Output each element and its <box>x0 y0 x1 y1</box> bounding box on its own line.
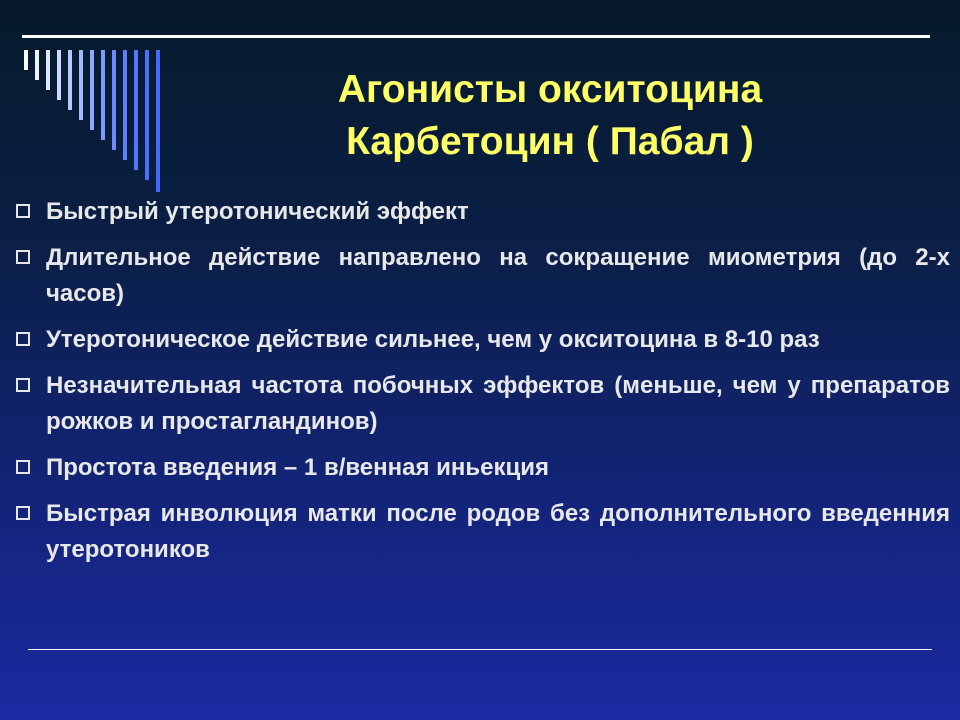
square-bullet-icon <box>16 506 30 520</box>
bottom-divider-line <box>28 649 932 650</box>
square-bullet-icon <box>16 204 30 218</box>
bullet-list <box>12 194 950 578</box>
slide-title <box>170 64 930 168</box>
bullet-item <box>12 450 950 486</box>
bullet-item <box>12 368 950 440</box>
square-bullet-icon <box>16 378 30 392</box>
square-bullet-icon <box>16 332 30 346</box>
bullet-text: Незначительная частота побочных эффектов (меньше, чем у препаратов рожков и простагландинов) <box>46 372 950 435</box>
bullet-item <box>12 194 950 230</box>
title-line-2: Карбетоцин ( Пабал ) <box>346 120 754 163</box>
square-bullet-icon <box>16 250 30 264</box>
bullet-text: Быстрый утеротонический эффект <box>46 198 469 225</box>
decorative-lines-icon <box>22 46 162 196</box>
bullet-item <box>12 322 950 358</box>
title-line-1: Агонисты окситоцина <box>337 68 763 111</box>
bullet-text: Длительное действие направлено на сокращение миометрия (до 2-х часов) <box>46 244 950 307</box>
bullet-item <box>12 496 950 568</box>
square-bullet-icon <box>16 460 30 474</box>
bullet-text: Быстрая инволюция матки после родов без дополнительного введенния утеротоников <box>46 500 950 563</box>
top-divider-line <box>22 35 930 38</box>
bullet-text: Утеротоническое действие сильнее, чем у окситоцина в 8-10 раз <box>46 326 820 353</box>
bullet-text: Простота введения – 1 в/венная иньекция <box>46 454 550 481</box>
bullet-item <box>12 240 950 312</box>
